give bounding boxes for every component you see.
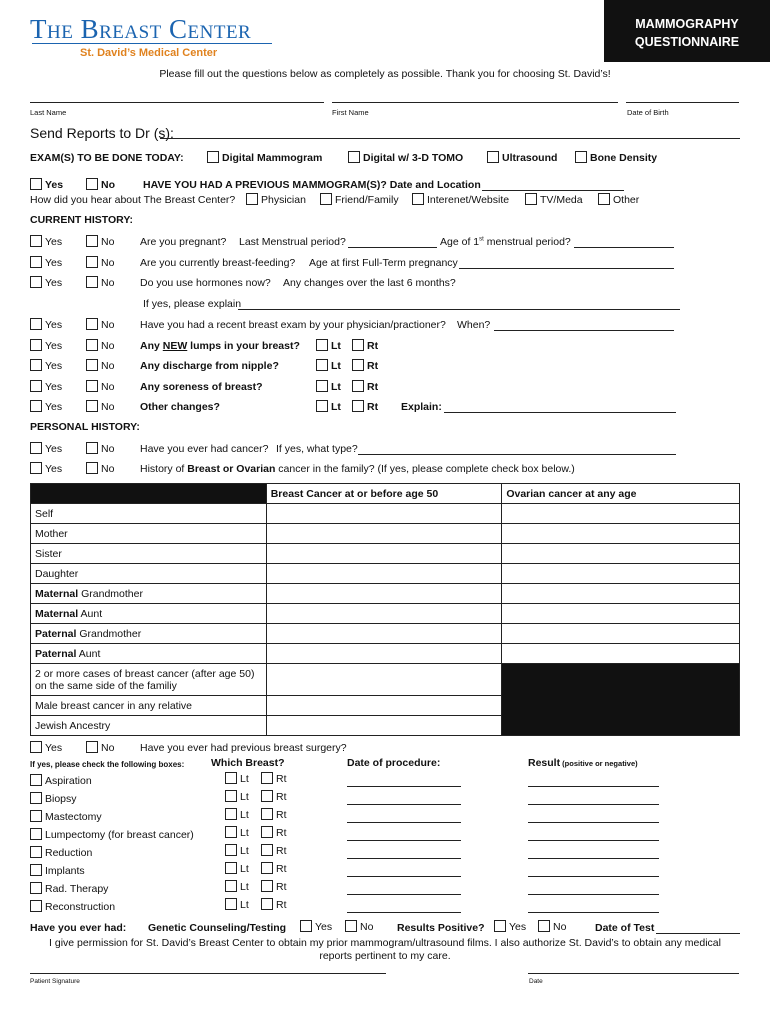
breast-cell[interactable] (266, 624, 502, 644)
checkbox[interactable] (352, 339, 364, 351)
table-row (31, 664, 740, 696)
which-breast-header: Which Breast? (211, 757, 285, 769)
checkbox[interactable] (225, 844, 237, 856)
yes-option[interactable]: Yes (30, 256, 62, 269)
proc-rt[interactable]: Rt (261, 844, 287, 857)
table-header-blank (31, 484, 267, 504)
relative-label: Male breast cancer in any relative (31, 696, 267, 716)
no-option[interactable]: No (86, 741, 114, 754)
q-surgery: Have you ever had previous breast surgery? (140, 742, 347, 754)
other-rt[interactable]: Rt (352, 400, 378, 413)
heard-friend[interactable]: Friend/Family (320, 193, 399, 206)
last-name-field[interactable] (30, 102, 324, 103)
yes-option[interactable]: Yes (30, 462, 62, 475)
exam-option-digital[interactable]: Digital Mammogram (207, 151, 322, 164)
exam-option-bone-density[interactable]: Bone Density (575, 151, 657, 164)
breast-cell[interactable] (266, 664, 502, 696)
discharge-lt[interactable]: Lt (316, 359, 341, 372)
proc-result-field[interactable] (528, 804, 659, 805)
results-no[interactable]: No (538, 920, 566, 933)
procedure-mastectomy[interactable]: Mastectomy (30, 810, 102, 823)
checkbox[interactable] (86, 276, 98, 288)
heard-website[interactable]: Interenet/Website (412, 193, 509, 206)
yes-option[interactable]: Yes (30, 359, 62, 372)
relative-label: Sister (31, 544, 267, 564)
checkbox[interactable] (30, 741, 42, 753)
table-row (31, 504, 740, 524)
procedure-rad-therapy[interactable]: Rad. Therapy (30, 882, 108, 895)
checkbox[interactable] (30, 380, 42, 392)
first-name-field[interactable] (332, 102, 618, 103)
checkbox[interactable] (261, 790, 273, 802)
checkbox[interactable] (30, 256, 42, 268)
proc-result-field[interactable] (528, 786, 659, 787)
checkbox[interactable] (225, 880, 237, 892)
logo-rule (32, 43, 272, 44)
cancer-type-field[interactable] (358, 454, 676, 455)
lumps-rt[interactable]: Rt (352, 339, 378, 352)
soreness-rt[interactable]: Rt (352, 380, 378, 393)
checkbox[interactable] (261, 808, 273, 820)
checkbox[interactable] (30, 900, 42, 912)
proc-lt[interactable]: Lt (225, 808, 249, 821)
yes-option[interactable]: Yes (30, 380, 62, 393)
table-row (31, 624, 740, 644)
procedure-reconstruction[interactable]: Reconstruction (30, 900, 115, 913)
checkbox[interactable] (316, 359, 328, 371)
checkbox[interactable] (30, 178, 42, 190)
dob-label: Date of Birth (627, 108, 669, 117)
checkbox[interactable] (300, 920, 312, 932)
q-explain: If yes, please explain (143, 298, 242, 310)
logo-title: The Breast Center (30, 14, 252, 44)
have-you-had-label: Have you ever had: (30, 922, 127, 934)
breast-cell[interactable] (266, 524, 502, 544)
other-explain-field[interactable] (444, 412, 676, 413)
checkbox[interactable] (30, 400, 42, 412)
genetic-no[interactable]: No (345, 920, 373, 933)
proc-result-field[interactable] (528, 894, 659, 895)
checkbox[interactable] (86, 400, 98, 412)
explain-label: Explain: (401, 401, 442, 413)
signature-date-field[interactable] (528, 973, 739, 974)
checkbox[interactable] (86, 235, 98, 247)
proc-lt[interactable]: Lt (225, 844, 249, 857)
send-reports-label: Send Reports to Dr (s): (30, 125, 174, 141)
checkbox[interactable] (261, 880, 273, 892)
date-procedure-header: Date of procedure: (347, 757, 441, 769)
date-of-test-field[interactable] (656, 933, 740, 934)
proc-date-field[interactable] (347, 786, 461, 787)
date-of-test-label: Date of Test (595, 922, 655, 934)
result-header: Result (positive or negative) (528, 757, 638, 769)
proc-rt[interactable]: Rt (261, 880, 287, 893)
checkbox[interactable] (538, 920, 550, 932)
proc-lt[interactable]: Lt (225, 826, 249, 839)
no-option[interactable]: No (86, 235, 114, 248)
no-option[interactable]: No (86, 400, 114, 413)
family-history-table (30, 483, 740, 736)
checkbox[interactable] (207, 151, 219, 163)
col-breast-header: Breast Cancer at or before age 50 (266, 484, 502, 504)
ovarian-cell[interactable] (502, 644, 740, 664)
ovarian-cell[interactable] (502, 504, 740, 524)
checkbox[interactable] (225, 790, 237, 802)
yes-option[interactable]: Yes (30, 339, 62, 352)
checkbox[interactable] (525, 193, 537, 205)
checkbox[interactable] (316, 339, 328, 351)
results-yes[interactable]: Yes (494, 920, 526, 933)
prev-date-location-field[interactable] (482, 190, 624, 191)
checkbox[interactable] (225, 808, 237, 820)
table-row (31, 524, 740, 544)
breast-cell[interactable] (266, 564, 502, 584)
no-option[interactable]: No (86, 462, 114, 475)
proc-lt[interactable]: Lt (225, 898, 249, 911)
when-field[interactable] (494, 330, 674, 331)
checkbox[interactable] (30, 318, 42, 330)
yes-option[interactable]: Yes (30, 235, 62, 248)
exams-label: EXAM(S) TO BE DONE TODAY: (30, 152, 184, 164)
q-pregnant: Are you pregnant? (140, 236, 227, 248)
procedure-reduction[interactable]: Reduction (30, 846, 92, 859)
proc-rt[interactable]: Rt (261, 862, 287, 875)
no-option[interactable]: No (86, 276, 114, 289)
q-cancer-type: If yes, what type? (276, 443, 358, 455)
heard-tv[interactable]: TV/Meda (525, 193, 583, 206)
checkbox[interactable] (412, 193, 424, 205)
yes-option[interactable]: Yes (30, 276, 62, 289)
table-row (31, 604, 740, 624)
checkbox[interactable] (225, 898, 237, 910)
checkbox[interactable] (598, 193, 610, 205)
yes-option[interactable]: Yes (30, 442, 62, 455)
signature-date-label: Date (529, 978, 543, 985)
q-family-history: History of Breast or Ovarian cancer in the family? (If yes, please complete check box below.) (140, 463, 575, 475)
explain-field[interactable] (238, 309, 680, 310)
checkbox[interactable] (30, 359, 42, 371)
q-when: When? (457, 319, 491, 331)
relative-label: Paternal Aunt (31, 644, 267, 664)
no-option[interactable]: No (86, 256, 114, 269)
checkbox[interactable] (575, 151, 587, 163)
q-lumps: Any NEW lumps in your breast? (140, 340, 300, 352)
proc-result-field[interactable] (528, 822, 659, 823)
q-fullterm: Age at first Full-Term pregnancy (309, 257, 458, 269)
ovarian-cell[interactable] (502, 524, 740, 544)
q-soreness: Any soreness of breast? (140, 381, 263, 393)
yes-option[interactable]: Yes (30, 400, 62, 413)
table-row (31, 544, 740, 564)
checkbox[interactable] (30, 864, 42, 876)
genetic-counseling-label: Genetic Counseling/Testing (148, 922, 287, 934)
checkbox[interactable] (86, 359, 98, 371)
proc-result-field[interactable] (528, 858, 659, 859)
surgery-check-label: If yes, please check the following boxes: (30, 760, 185, 769)
form-title-box (604, 0, 770, 62)
relative-label: Mother (31, 524, 267, 544)
table-row (31, 584, 740, 604)
procedure-implants[interactable]: Implants (30, 864, 85, 877)
checkbox[interactable] (30, 792, 42, 804)
q-hormones: Do you use hormones now? (140, 277, 271, 289)
ovarian-cell[interactable] (502, 564, 740, 584)
signature-label: Patient Signature (30, 978, 80, 985)
exam-option-ultrasound[interactable]: Ultrasound (487, 151, 557, 164)
checkbox[interactable] (30, 442, 42, 454)
results-positive-label: Results Positive? (397, 922, 485, 934)
no-option[interactable]: No (86, 339, 114, 352)
checkbox[interactable] (86, 318, 98, 330)
breast-cell[interactable] (266, 696, 502, 716)
ovarian-cell[interactable] (502, 544, 740, 564)
checkbox[interactable] (86, 178, 98, 190)
checkbox[interactable] (30, 810, 42, 822)
no-option[interactable]: No (86, 318, 114, 331)
checkbox[interactable] (30, 339, 42, 351)
checkbox[interactable] (86, 442, 98, 454)
form-title-line2: QUESTIONNAIRE (634, 35, 740, 49)
first-name-label: First Name (332, 108, 369, 117)
relative-label: 2 or more cases of breast cancer (after age 50) on the same side of the familiy (31, 664, 267, 696)
breast-cell[interactable] (266, 644, 502, 664)
breast-cell[interactable] (266, 604, 502, 624)
no-option[interactable]: No (86, 442, 114, 455)
breast-cell[interactable] (266, 504, 502, 524)
heard-physician[interactable]: Physician (246, 193, 306, 206)
ovarian-cell[interactable] (502, 584, 740, 604)
q-menstrual: Last Menstrual period? (239, 236, 346, 248)
proc-rt[interactable]: Rt (261, 808, 287, 821)
proc-date-field[interactable] (347, 804, 461, 805)
checkbox[interactable] (86, 256, 98, 268)
checkbox[interactable] (246, 193, 258, 205)
proc-rt[interactable]: Rt (261, 826, 287, 839)
q-breast-exam: Have you had a recent breast exam by your physician/practioner? (140, 319, 446, 331)
other-lt[interactable]: Lt (316, 400, 341, 413)
checkbox[interactable] (261, 772, 273, 784)
ovarian-cell[interactable] (502, 604, 740, 624)
last-name-label: Last Name (30, 108, 67, 117)
checkbox[interactable] (352, 400, 364, 412)
permission-line2: reports pertinent to my care. (319, 950, 451, 962)
personal-history-title: PERSONAL HISTORY: (30, 421, 140, 433)
proc-date-field[interactable] (347, 822, 461, 823)
breast-cell[interactable] (266, 716, 502, 736)
table-header-row (31, 484, 740, 504)
checkbox[interactable] (225, 862, 237, 874)
procedure-lumpectomy[interactable]: Lumpectomy (for breast cancer) (30, 828, 194, 841)
checkbox[interactable] (352, 380, 364, 392)
checkbox[interactable] (261, 844, 273, 856)
prev-yes[interactable]: Yes (30, 178, 63, 191)
proc-rt[interactable]: Rt (261, 790, 287, 803)
table-row (31, 564, 740, 584)
relative-label: Self (31, 504, 267, 524)
q-other-changes: Other changes? (140, 401, 220, 413)
proc-rt[interactable]: Rt (261, 772, 287, 785)
col-ovarian-header: Ovarian cancer at any age (502, 484, 740, 504)
form-title-line1: MAMMOGRAPHY (635, 17, 739, 31)
signature-field[interactable] (30, 973, 386, 974)
checkbox[interactable] (261, 862, 273, 874)
checkbox[interactable] (30, 276, 42, 288)
checkbox[interactable] (487, 151, 499, 163)
checkbox[interactable] (30, 462, 42, 474)
proc-lt[interactable]: Lt (225, 862, 249, 875)
ovarian-cell[interactable] (502, 624, 740, 644)
checkbox[interactable] (494, 920, 506, 932)
soreness-lt[interactable]: Lt (316, 380, 341, 393)
proc-date-field[interactable] (347, 894, 461, 895)
current-history-title: CURRENT HISTORY: (30, 214, 134, 226)
q-changes: Any changes over the last 6 months? (283, 277, 456, 289)
first-menstrual-field[interactable] (574, 247, 674, 248)
send-reports-field[interactable] (160, 138, 740, 139)
proc-lt[interactable]: Lt (225, 772, 249, 785)
checkbox[interactable] (345, 920, 357, 932)
proc-lt[interactable]: Lt (225, 880, 249, 893)
proc-date-field[interactable] (347, 912, 461, 913)
proc-lt[interactable]: Lt (225, 790, 249, 803)
prev-no[interactable]: No (86, 178, 115, 191)
checkbox[interactable] (86, 380, 98, 392)
procedure-biopsy[interactable]: Biopsy (30, 792, 77, 805)
proc-date-field[interactable] (347, 840, 461, 841)
q-first-menstrual: Age of 1st menstrual period? (440, 236, 571, 248)
lumps-lt[interactable]: Lt (316, 339, 341, 352)
checkbox[interactable] (30, 828, 42, 840)
discharge-rt[interactable]: Rt (352, 359, 378, 372)
q-cancer: Have you ever had cancer? (140, 443, 269, 455)
checkbox[interactable] (86, 462, 98, 474)
heard-label: How did you hear about The Breast Center? (30, 194, 236, 206)
checkbox[interactable] (320, 193, 332, 205)
no-option[interactable]: No (86, 359, 114, 372)
checkbox[interactable] (316, 400, 328, 412)
logo-subtitle: St. David’s Medical Center (80, 47, 218, 59)
checkbox[interactable] (352, 359, 364, 371)
yes-option[interactable]: Yes (30, 318, 62, 331)
proc-result-field[interactable] (528, 840, 659, 841)
q-discharge: Any discharge from nipple? (140, 360, 279, 372)
heard-other[interactable]: Other (598, 193, 639, 206)
proc-date-field[interactable] (347, 858, 461, 859)
table-row (31, 644, 740, 664)
proc-result-field[interactable] (528, 876, 659, 877)
breast-cell[interactable] (266, 584, 502, 604)
breast-cell[interactable] (266, 544, 502, 564)
ovarian-cell-disabled (502, 664, 740, 736)
relative-label: Daughter (31, 564, 267, 584)
checkbox[interactable] (225, 772, 237, 784)
relative-label: Maternal Grandmother (31, 584, 267, 604)
procedure-aspiration[interactable]: Aspiration (30, 774, 92, 787)
permission-line1: I give permission for St. David’s Breast Center to obtain my prior mammogram/ultrasound films. I also authorize St. David’s to obtain any medical (49, 937, 721, 949)
checkbox[interactable] (30, 882, 42, 894)
menstrual-field[interactable] (348, 247, 437, 248)
relative-label: Maternal Aunt (31, 604, 267, 624)
fullterm-field[interactable] (459, 268, 674, 269)
yes-option[interactable]: Yes (30, 741, 62, 754)
checkbox[interactable] (261, 898, 273, 910)
proc-result-field[interactable] (528, 912, 659, 913)
checkbox[interactable] (30, 235, 42, 247)
proc-rt[interactable]: Rt (261, 898, 287, 911)
prev-question: HAVE YOU HAD A PREVIOUS MAMMOGRAM(S)? Date and Location (143, 179, 481, 191)
checkbox[interactable] (348, 151, 360, 163)
checkbox[interactable] (30, 846, 42, 858)
proc-date-field[interactable] (347, 876, 461, 877)
checkbox[interactable] (225, 826, 237, 838)
checkbox[interactable] (30, 774, 42, 786)
genetic-yes[interactable]: Yes (300, 920, 332, 933)
dob-field[interactable] (626, 102, 739, 103)
no-option[interactable]: No (86, 380, 114, 393)
checkbox[interactable] (86, 339, 98, 351)
intro-text: Please fill out the questions below as completely as possible. Thank you for choosing St. David’s! (159, 68, 611, 80)
checkbox[interactable] (86, 741, 98, 753)
relative-label: Paternal Grandmother (31, 624, 267, 644)
exam-option-3d-tomo[interactable]: Digital w/ 3-D TOMO (348, 151, 463, 164)
checkbox[interactable] (261, 826, 273, 838)
checkbox[interactable] (316, 380, 328, 392)
relative-label: Jewish Ancestry (31, 716, 267, 736)
q-breastfeeding: Are you currently breast-feeding? (140, 257, 296, 269)
